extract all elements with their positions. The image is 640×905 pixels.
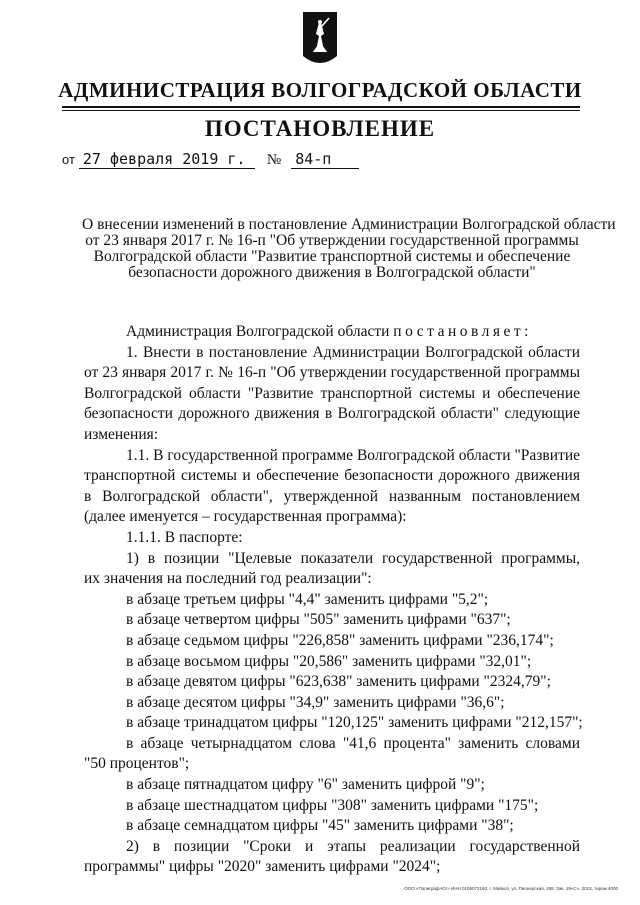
body-line: от 23 января 2017 г. № 16-п "Об утверждении государственной программы [84, 364, 580, 382]
body-line: в абзаце шестнадцатом цифры "308" заменить цифрами "175"; [126, 796, 539, 814]
body-line: в абзаце тринадцатом цифры "120,125" заменить цифрами "212,157"; [126, 714, 583, 732]
coat-of-arms-icon [303, 12, 337, 68]
body-line: программы" цифры "2020" заменить цифрами "2024"; [84, 858, 441, 876]
print-info-footer: ООО «Полиграф-Юг» ИНН 0105072160, г. Майкоп, ул. Пионерская, 268. Зак. 19«С», 2013, тираж 4000 [404, 886, 618, 891]
document-subject [82, 216, 616, 281]
body-line: 1.1. В государственной программе Волгоградской области "Развитие [126, 446, 580, 464]
header-rule [62, 106, 580, 108]
body-line: в абзаце четвертом цифры "505" заменить цифрами "637"; [126, 611, 511, 629]
date-from-label: от [62, 152, 75, 167]
body-line: 2) в позиции "Сроки и этапы реализации государственной [126, 837, 580, 855]
organization-title: АДМИНИСТРАЦИЯ ВОЛГОГРАДСКОЙ ОБЛАСТИ [58, 78, 582, 102]
body-line: Волгоградской области "Развитие транспортной системы и обеспечение [84, 384, 580, 402]
preamble [84, 322, 580, 343]
number-sign-label: № [266, 152, 282, 168]
body-line: изменения: [84, 425, 159, 443]
document-date: 27 февраля 2019 г. [79, 150, 255, 169]
date-number-line [62, 150, 359, 169]
body-line: в абзаце девятом цифры "623,638" заменить цифрами "2324,79"; [126, 673, 551, 691]
subject-line: Волгоградской области "Развитие транспортной системы и обеспечение [93, 248, 571, 265]
body-line: в абзаце десятом цифры "34,9" заменить цифрами "36,6"; [126, 693, 505, 711]
subject-line: О внесении изменений в постановление Администрации Волгоградской области [82, 216, 616, 233]
body-line: 1.1.1. В паспорте: [126, 528, 243, 546]
body-line: в абзаце седьмом цифры "226,858" заменить цифрами "236,174"; [126, 631, 554, 649]
body-line: транспортной системы и обеспечение безопасности дорожного движения [84, 467, 580, 485]
body-line: в абзаце третьем цифры "4,4" заменить цифрами "5,2"; [126, 590, 489, 608]
document-body [84, 322, 583, 878]
subject-line: от 23 января 2017 г. № 16-п "Об утверждении государственной программы [85, 232, 579, 249]
body-line: в абзаце восьмом цифры "20,586" заменить цифрами "32,01"; [126, 652, 532, 670]
body-line: в абзаце семнадцатом цифры "45" заменить цифрами "38"; [126, 817, 514, 835]
body-line: в абзаце пятнадцатом цифру "6" заменить цифрой "9"; [126, 776, 485, 794]
document-number: 84-п [291, 150, 359, 169]
body-line: в абзаце четырнадцатом слова "41,6 процента" заменить словами [126, 734, 580, 752]
subject-line: безопасности дорожного движения в Волгоградской области" [128, 264, 536, 281]
body-line: их значения на последний год реализации": [84, 570, 372, 588]
document-type: ПОСТАНОВЛЕНИЕ [204, 116, 436, 141]
body-line: "50 процентов"; [84, 755, 190, 773]
body-line: безопасности дорожного движения в Волгоградской области" следующие [84, 405, 580, 423]
body-line: 1. Внести в постановление Администрации Волгоградской области [126, 343, 580, 361]
preamble-text: Администрация Волгоградской области [126, 323, 390, 340]
body-line: (далее именуется – государственная программа): [84, 508, 407, 526]
body-line: в Волгоградской области", утвержденной названным постановлением [84, 487, 580, 505]
header-rule-thin [62, 110, 580, 111]
preamble-verb: постановляет: [393, 323, 532, 340]
body-line: 1) в позиции "Целевые показатели государственной программы, [126, 549, 580, 567]
